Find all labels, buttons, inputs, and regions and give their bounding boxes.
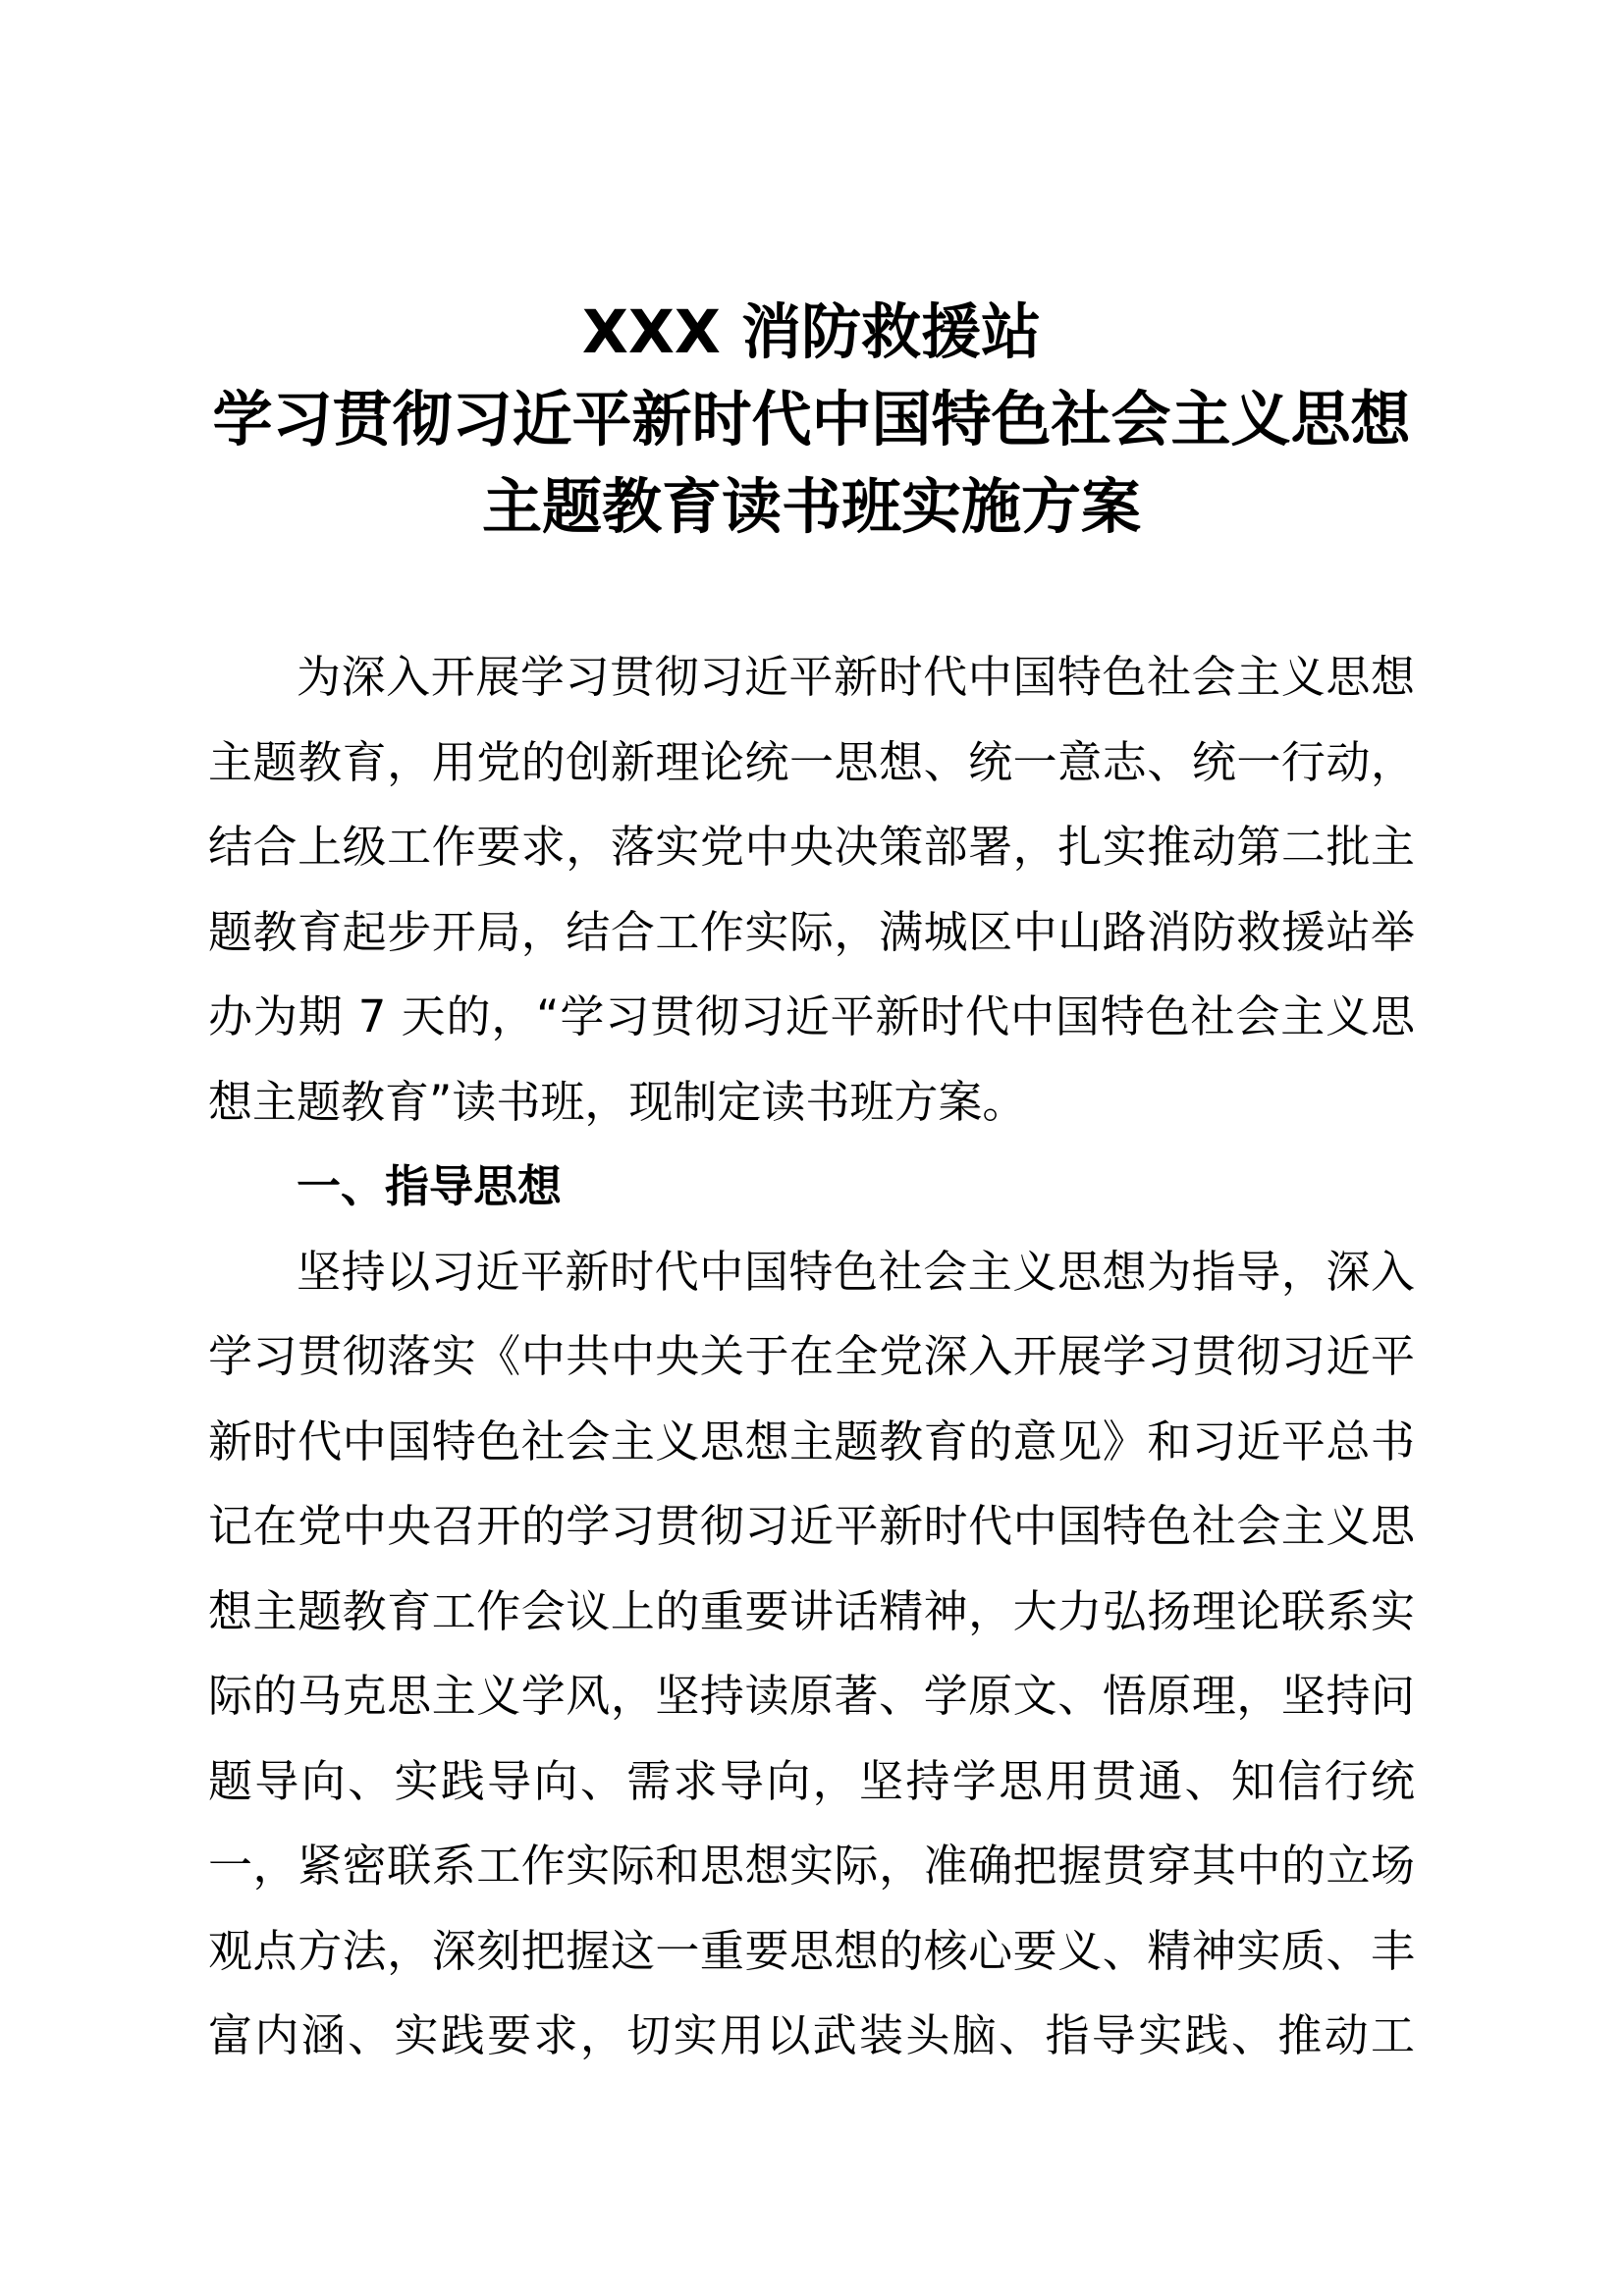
text-line: 新时代中国特色社会主义思想主题教育的意见》和习近平总书: [208, 1415, 1415, 1468]
document-title-line: XXX 消防救援站: [581, 297, 1042, 367]
paragraph-guiding-ideology: [208, 1230, 1415, 2079]
text-line: 际的马克思主义学风，坚持读原著、学原文、悟原理，坚持问: [208, 1670, 1415, 1722]
text-line: 记在党中央召开的学习贯彻习近平新时代中国特色社会主义思: [208, 1500, 1415, 1552]
text-line: 为深入开展学习贯彻习近平新时代中国特色社会主义思想: [297, 651, 1415, 703]
text-line: 题教育起步开局，结合工作实际，满城区中山路消防救援站举: [208, 905, 1415, 958]
text-line: 一，紧密联系工作实际和思想实际，准确把握贯穿其中的立场: [208, 1840, 1415, 1892]
document-title-line: 学习贯彻习近平新时代中国特色社会主义思想: [212, 385, 1411, 454]
text-line: 想主题教育”读书班，现制定读书班方案。: [208, 1075, 1027, 1128]
text-line: 富内涵、实践要求，切实用以武装头脑、指导实践、推动工: [208, 2009, 1415, 2061]
text-line: 观点方法，深刻把握这一重要思想的核心要义、精神实质、丰: [208, 1924, 1415, 1977]
document-title-line: 主题教育读书班实施方案: [481, 472, 1141, 542]
text-line: 学习贯彻落实《中共中央关于在全党深入开展学习贯彻习近平: [208, 1330, 1415, 1382]
text-line: 想主题教育工作会议上的重要讲话精神，大力弘扬理论联系实: [208, 1584, 1415, 1637]
text-line: 题导向、实践导向、需求导向，坚持学思用贯通、知信行统: [208, 1754, 1415, 1807]
text-line: 主题教育，用党的创新理论统一思想、统一意志、统一行动，: [208, 735, 1415, 788]
section-heading-guiding-ideology: 一、指导思想: [297, 1160, 563, 1212]
document-body: [208, 635, 1415, 2079]
text-line: 坚持以习近平新时代中国特色社会主义思想为指导，深入: [297, 1245, 1415, 1298]
text-line: 办为期 7 天的，“学习贯彻习近平新时代中国特色社会主义思: [208, 990, 1415, 1042]
text-line: 结合上级工作要求，落实党中央决策部署，扎实推动第二批主: [208, 821, 1415, 873]
document-title: [208, 289, 1415, 551]
paragraph-intro: [208, 635, 1415, 1145]
